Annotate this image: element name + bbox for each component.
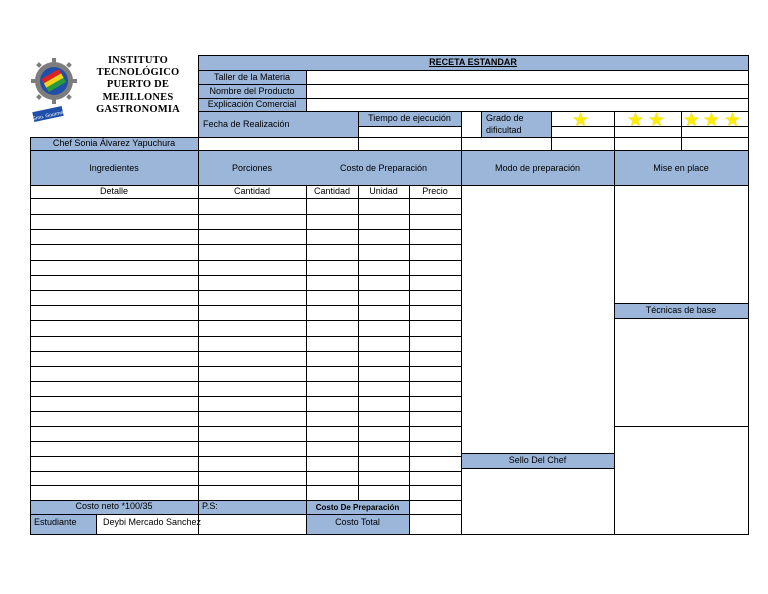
- grid-line: [358, 185, 359, 501]
- tiempo-label: Tiempo de ejecución: [368, 113, 451, 123]
- grid-line: [461, 534, 749, 535]
- institute-logo: [31, 53, 77, 125]
- grid-line: [30, 150, 749, 151]
- chef-name: Chef Sonia Álvarez Yapuchura: [52, 138, 176, 148]
- institute-name-line-4: MEJILLONES: [102, 92, 174, 103]
- star-icon: ★: [724, 110, 742, 131]
- unidad-column-header: Unidad: [369, 186, 398, 196]
- taller-label: Taller de la Materia: [213, 72, 291, 82]
- grid-line: [30, 485, 462, 486]
- grado-label-line-2: dificultad: [486, 125, 522, 135]
- fecha-label: Fecha de Realización: [203, 119, 290, 129]
- grid-line: [614, 426, 749, 427]
- grid-line: [30, 229, 462, 230]
- grid-line: [30, 534, 462, 535]
- detalle-column-header: Detalle: [99, 186, 128, 196]
- estudiante-name: Deybi Mercado Sanchez: [103, 517, 202, 527]
- grid-line: [30, 275, 462, 276]
- grid-line: [748, 55, 749, 535]
- costo-preparacion-header: Costo de Preparación: [339, 163, 428, 173]
- grid-line: [409, 185, 410, 535]
- grid-line: [30, 320, 462, 321]
- grid-line: [30, 214, 462, 215]
- explicacion-label: Explicación Comercial: [207, 99, 297, 109]
- grid-line: [198, 55, 199, 535]
- grid-line: [681, 111, 682, 151]
- recipe-title: RECETA ESTANDAR: [429, 57, 517, 67]
- porciones-header: Porciones: [231, 163, 273, 173]
- cost-cantidad-column-header: Cantidad: [313, 186, 351, 196]
- ps-label: P.S:: [202, 501, 218, 511]
- costo-total-label: Costo Total: [335, 517, 380, 527]
- grid-line: [30, 336, 462, 337]
- institute-name-line-2: TECNOLÓGICO: [96, 67, 180, 78]
- grid-line: [461, 453, 615, 454]
- costo-neto-label: Costo neto *100/35: [75, 501, 153, 511]
- grid-line: [30, 290, 462, 291]
- precio-column-header: Precio: [422, 186, 448, 196]
- grid-line: [198, 84, 749, 85]
- grid-line: [614, 318, 749, 319]
- grid-line: [198, 70, 749, 71]
- costo-de-preparacion-label: Costo De Preparación: [315, 503, 400, 512]
- grid-line: [551, 111, 552, 151]
- grid-line: [30, 441, 462, 442]
- grid-line: [30, 514, 462, 515]
- grid-line: [30, 305, 462, 306]
- tecnicas-de-base-header: Técnicas de base: [645, 305, 717, 315]
- svg-text:Gmo. Gourmet: Gmo. Gourmet: [31, 109, 66, 123]
- grado-label-line-1: Grado de: [486, 113, 524, 123]
- grid-line: [461, 468, 615, 469]
- grid-line: [30, 366, 462, 367]
- institute-name-line-1: INSTITUTO: [108, 55, 168, 66]
- ingredientes-header: Ingredientes: [89, 163, 139, 173]
- grid-line: [306, 185, 307, 535]
- grid-line: [198, 55, 749, 56]
- star-icon: ★: [703, 110, 721, 131]
- sello-del-chef-header: Sello Del Chef: [508, 455, 567, 465]
- grid-line: [30, 396, 462, 397]
- estudiante-label: Estudiante: [34, 517, 77, 527]
- nombre-label: Nombre del Producto: [209, 86, 295, 96]
- star-icon: ★: [683, 110, 701, 131]
- grid-line: [30, 260, 462, 261]
- grid-line: [30, 411, 462, 412]
- modo-preparacion-header: Modo de preparación: [494, 163, 581, 173]
- grid-line: [96, 514, 97, 535]
- grid-line: [30, 351, 462, 352]
- grid-line: [30, 471, 462, 472]
- grid-line: [30, 244, 462, 245]
- institute-name-line-3: PUERTO DE: [106, 79, 170, 90]
- grid-line: [306, 70, 307, 112]
- grid-line: [481, 111, 482, 138]
- grid-line: [30, 381, 462, 382]
- cantidad-column-header: Cantidad: [233, 186, 271, 196]
- grid-line: [30, 426, 462, 427]
- mise-en-place-header: Mise en place: [653, 163, 709, 173]
- grid-line: [30, 456, 462, 457]
- star-icon: ★: [627, 110, 645, 131]
- grid-line: [30, 198, 462, 199]
- grid-line: [198, 111, 749, 112]
- institute-name-line-5: GASTRONOMIA: [96, 104, 180, 115]
- grid-line: [614, 111, 615, 535]
- grid-line: [614, 303, 749, 304]
- star-icon: ★: [648, 110, 666, 131]
- grid-line: [358, 126, 462, 127]
- star-icon: ★: [572, 110, 590, 131]
